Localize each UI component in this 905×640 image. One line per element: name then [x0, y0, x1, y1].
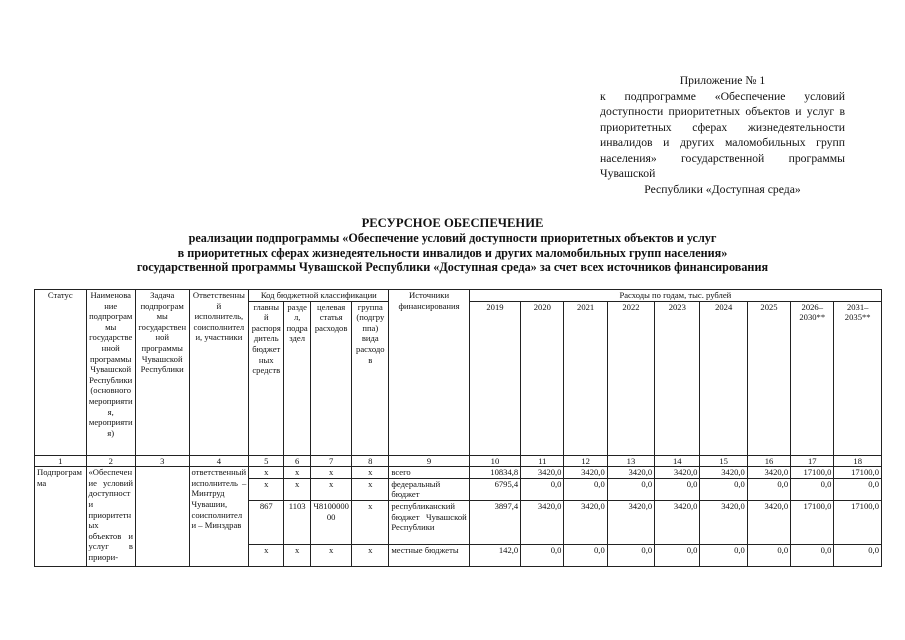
value-cell: 3420,0	[521, 467, 564, 479]
column-number: 13	[607, 455, 654, 467]
value-cell: 10834,8	[469, 467, 521, 479]
code-cell: x	[311, 478, 352, 500]
value-cell: 0,0	[521, 544, 564, 566]
header-section: раздел, подраздел	[284, 301, 311, 455]
value-cell: 142,0	[469, 544, 521, 566]
row-name: «Обеспечение условий доступности приоритетных объектов и услуг в приори-	[86, 467, 135, 567]
value-cell: 0,0	[747, 478, 790, 500]
header-responsible: Ответственный исполнитель, соисполнители, участники	[189, 290, 249, 456]
value-cell: 3420,0	[564, 500, 607, 544]
value-cell: 3420,0	[607, 467, 654, 479]
header-target-item: целевая статья расходов	[311, 301, 352, 455]
header-year: 2026–2030**	[791, 301, 834, 455]
value-cell: 17100,0	[791, 467, 834, 479]
code-cell: x	[311, 544, 352, 566]
value-cell: 3897,4	[469, 500, 521, 544]
value-cell: 17100,0	[834, 500, 882, 544]
value-cell: 0,0	[791, 478, 834, 500]
column-number: 3	[135, 455, 189, 467]
header-year: 2020	[521, 301, 564, 455]
value-cell: 3420,0	[607, 500, 654, 544]
header-name: Наименование подпрограммы государственной программы Чувашской Республики (основного мероприятия, мероприятия)	[86, 290, 135, 456]
value-cell: 3420,0	[700, 500, 747, 544]
value-cell: 17100,0	[791, 500, 834, 544]
value-cell: 0,0	[747, 544, 790, 566]
column-numbers-row	[35, 455, 882, 467]
header-task: Задача подпрограммы государственной программы Чувашской Республики	[135, 290, 189, 456]
source-cell: местные бюджеты	[389, 544, 469, 566]
column-number: 7	[311, 455, 352, 467]
value-cell: 0,0	[564, 544, 607, 566]
header-year: 2023	[655, 301, 700, 455]
code-cell: x	[311, 467, 352, 479]
column-number: 12	[564, 455, 607, 467]
document-heading	[30, 216, 875, 275]
value-cell: 3420,0	[564, 467, 607, 479]
code-cell: x	[249, 478, 284, 500]
value-cell: 0,0	[607, 544, 654, 566]
code-cell: 1103	[284, 500, 311, 544]
table-row	[35, 467, 882, 479]
value-cell: 3420,0	[747, 500, 790, 544]
code-cell: x	[352, 467, 389, 479]
value-cell: 0,0	[655, 478, 700, 500]
column-number: 14	[655, 455, 700, 467]
value-cell: 3420,0	[700, 467, 747, 479]
source-cell: республиканский бюджет Чувашской Республики	[389, 500, 469, 544]
header-main-manager: главный распорядитель бюджетных средств	[249, 301, 284, 455]
code-cell: x	[249, 467, 284, 479]
source-cell: всего	[389, 467, 469, 479]
header-year: 2019	[469, 301, 521, 455]
value-cell: 0,0	[564, 478, 607, 500]
column-number: 11	[521, 455, 564, 467]
appendix-last-line: Республики «Доступная среда»	[644, 182, 801, 196]
value-cell: 0,0	[655, 544, 700, 566]
header-year: 2022	[607, 301, 654, 455]
header-sources: Источники финансирования	[389, 290, 469, 456]
column-number: 15	[700, 455, 747, 467]
code-cell: x	[352, 544, 389, 566]
value-cell: 0,0	[834, 544, 882, 566]
value-cell: 17100,0	[834, 467, 882, 479]
value-cell: 6795,4	[469, 478, 521, 500]
column-number: 5	[249, 455, 284, 467]
header-year: 2021	[564, 301, 607, 455]
heading-title: РЕСУРСНОЕ ОБЕСПЕЧЕНИЕ	[361, 216, 544, 230]
value-cell: 0,0	[834, 478, 882, 500]
value-cell: 0,0	[521, 478, 564, 500]
value-cell: 3420,0	[655, 500, 700, 544]
header-year: 2024	[700, 301, 747, 455]
header-expense-group: группа (подгруппа) вида расходов	[352, 301, 389, 455]
value-cell: 3420,0	[655, 467, 700, 479]
column-number: 18	[834, 455, 882, 467]
value-cell: 0,0	[791, 544, 834, 566]
appendix-note	[600, 73, 845, 197]
row-task	[135, 467, 189, 567]
header-year: 2025	[747, 301, 790, 455]
column-number: 16	[747, 455, 790, 467]
heading-line-4: государственной программы Чувашской Республики «Доступная среда» за счет всех источников финансирования	[136, 260, 769, 275]
code-cell: x	[284, 544, 311, 566]
code-cell: Ч810000000	[311, 500, 352, 544]
value-cell: 0,0	[607, 478, 654, 500]
header-expenses: Расходы по годам, тыс. рублей	[469, 290, 881, 302]
column-number: 17	[791, 455, 834, 467]
appendix-text: к подпрограмме «Обеспечение условий доступности приоритетных объектов и услуг в приоритетных сферах жизнедеятельности инвалидов и других маломобильных групп населения» государственной программы Чувашской	[600, 89, 845, 180]
source-cell: федеральный бюджет	[389, 478, 469, 500]
value-cell: 0,0	[700, 478, 747, 500]
value-cell: 3420,0	[747, 467, 790, 479]
header-year: 2031–2035**	[834, 301, 882, 455]
code-cell: 867	[249, 500, 284, 544]
code-cell: x	[249, 544, 284, 566]
column-number: 6	[284, 455, 311, 467]
column-number: 2	[86, 455, 135, 467]
code-cell: x	[352, 478, 389, 500]
code-cell: x	[284, 478, 311, 500]
heading-line-3: в приоритетных сферах жизнедеятельности инвалидов и других маломобильных групп населения»	[177, 245, 728, 260]
code-cell: x	[352, 500, 389, 544]
header-status: Статус	[35, 290, 87, 456]
resource-table	[34, 289, 882, 567]
column-number: 1	[35, 455, 87, 467]
column-number: 10	[469, 455, 521, 467]
column-number: 8	[352, 455, 389, 467]
column-number: 4	[189, 455, 249, 467]
value-cell: 3420,0	[521, 500, 564, 544]
row-responsible: ответственный исполнитель – Минтруд Чувашии, соисполнители – Минздрав	[189, 467, 249, 567]
appendix-number: Приложение № 1	[679, 74, 766, 87]
header-budget-code: Код бюджетной классификации	[249, 290, 389, 302]
heading-line-2: реализации подпрограммы «Обеспечение условий доступности приоритетных объектов и услуг	[188, 231, 717, 245]
column-number: 9	[389, 455, 469, 467]
code-cell: x	[284, 467, 311, 479]
row-status: Подпрограмма	[35, 467, 87, 567]
value-cell: 0,0	[700, 544, 747, 566]
